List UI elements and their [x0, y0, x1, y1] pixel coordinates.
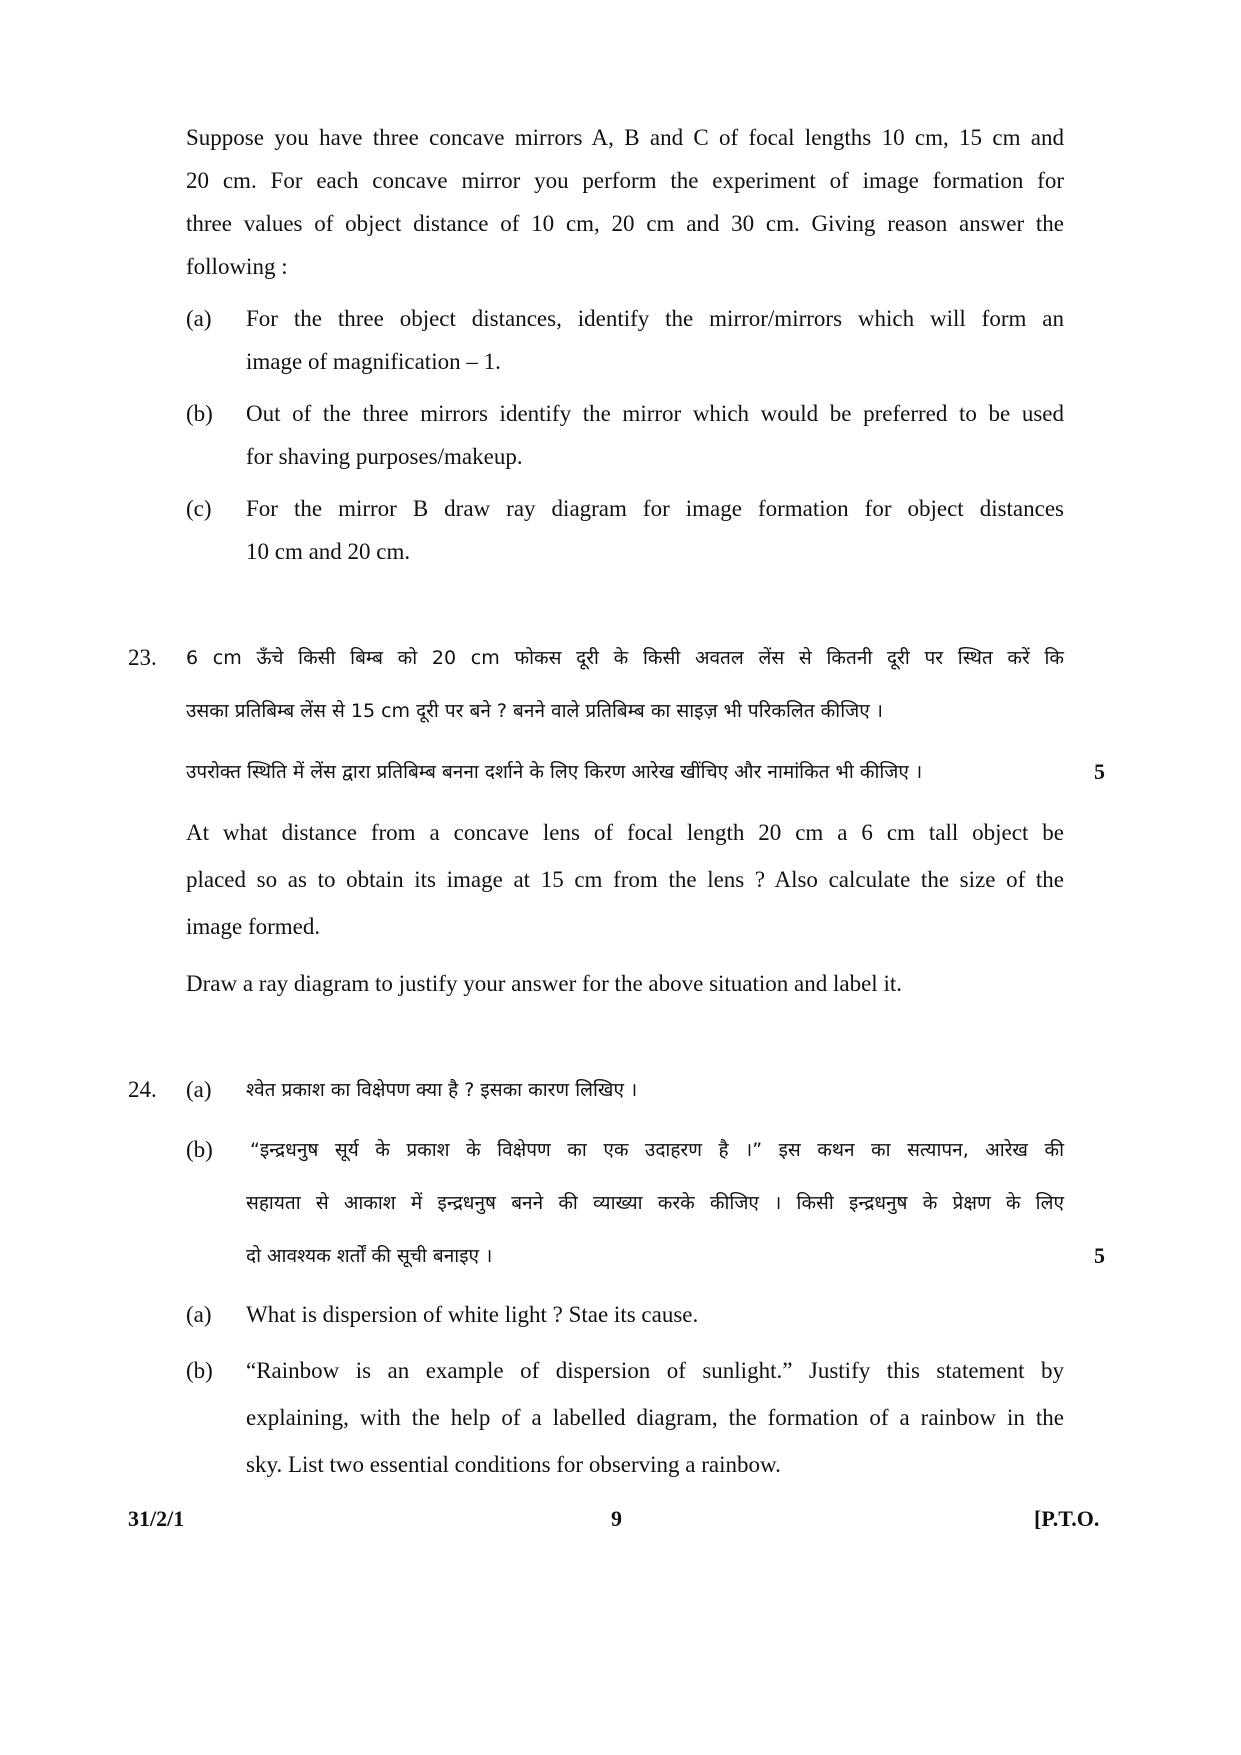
footer-pto: [P.T.O. — [1034, 1506, 1100, 1531]
q24-english-b-label: (b) — [186, 1358, 213, 1383]
q24-hindi-b-label: (b) — [186, 1137, 213, 1162]
part-a-line-2: image of magnification – 1. — [246, 349, 501, 374]
q23-english-line-1: At what distance from a concave lens of focal length 20 cm a 6 cm tall object be — [186, 820, 1064, 845]
footer-paper-code: 31/2/1 — [128, 1506, 185, 1531]
part-c-line-1: For the mirror B draw ray diagram for image formation for object distances — [246, 496, 1064, 521]
intro-line-3: three values of object distance of 10 cm, 20 cm and 30 cm. Giving reason answer the — [186, 211, 1064, 236]
q23-hindi-line-3: उपरोक्त स्थिति में लेंस द्वारा प्रतिबिम्ब बनना दर्शाने के लिए किरण आरेख खींचिए और नामांकित भी कीजिए । — [186, 761, 923, 783]
part-a-line-1: For the three object distances, identify the mirror/mirrors which will form an — [246, 306, 1064, 331]
q24-hindi-b-line-1: “इन्द्रधनुष सूर्य के प्रकाश के विक्षेपण का एक उदाहरण है ।” इस कथन का सत्यापन, आरेख की — [250, 1139, 1064, 1161]
q24-hindi-b-line-2: सहायता से आकाश में इन्द्रधनुष बनने की व्याख्या करके कीजिए । किसी इन्द्रधनुष के प्रेक्षण के लिए — [246, 1192, 1064, 1214]
q23-number: 23. — [128, 645, 157, 670]
part-b-line-1: Out of the three mirrors identify the mirror which would be preferred to be used — [246, 401, 1064, 426]
q23-english-line-2: placed so as to obtain its image at 15 cm from the lens ? Also calculate the size of the — [186, 867, 1064, 892]
q24-english-a: What is dispersion of white light ? Stae its cause. — [246, 1302, 699, 1327]
footer-page-number: 9 — [611, 1506, 622, 1531]
q24-hindi-a-label: (a) — [186, 1077, 212, 1102]
q23-english-line-4: Draw a ray diagram to justify your answer for the above situation and label it. — [186, 971, 902, 996]
part-a-label: (a) — [186, 306, 212, 331]
intro-line-2: 20 cm. For each concave mirror you perform the experiment of image formation for — [186, 168, 1064, 193]
q23-hindi-line-2: उसका प्रतिबिम्ब लेंस से 15 cm दूरी पर बने ? बनने वाले प्रतिबिम्ब का साइज़ भी परिकलित कीजिए । — [186, 700, 883, 722]
q24-hindi-b-line-3: दो आवश्यक शर्तों की सूची बनाइए । — [246, 1245, 493, 1267]
part-c-label: (c) — [186, 496, 212, 521]
q24-hindi-a: श्वेत प्रकाश का विक्षेपण क्या है ? इसका कारण लिखिए । — [246, 1079, 638, 1101]
q24-english-a-label: (a) — [186, 1302, 212, 1327]
part-b-label: (b) — [186, 401, 213, 426]
q24-english-b-line-2: explaining, with the help of a labelled diagram, the formation of a rainbow in the — [246, 1405, 1064, 1430]
q24-english-b-line-3: sky. List two essential conditions for observing a rainbow. — [246, 1452, 781, 1477]
q23-english-line-3: image formed. — [186, 914, 321, 939]
q23-marks: 5 — [1094, 759, 1105, 784]
q24-english-b-line-1: “Rainbow is an example of dispersion of sunlight.” Justify this statement by — [246, 1358, 1064, 1383]
intro-line-4: following : — [186, 254, 288, 279]
part-b-line-2: for shaving purposes/makeup. — [246, 444, 523, 469]
q24-marks: 5 — [1094, 1243, 1105, 1268]
q23-hindi-line-1: 6 cm ऊँचे किसी बिम्ब को 20 cm फोकस दूरी के किसी अवतल लेंस से कितनी दूरी पर स्थित करें कि — [186, 647, 1064, 669]
q24-number: 24. — [128, 1077, 157, 1102]
part-c-line-2: 10 cm and 20 cm. — [246, 539, 411, 564]
intro-line-1: Suppose you have three concave mirrors A, B and C of focal lengths 10 cm, 15 cm and — [186, 125, 1064, 150]
